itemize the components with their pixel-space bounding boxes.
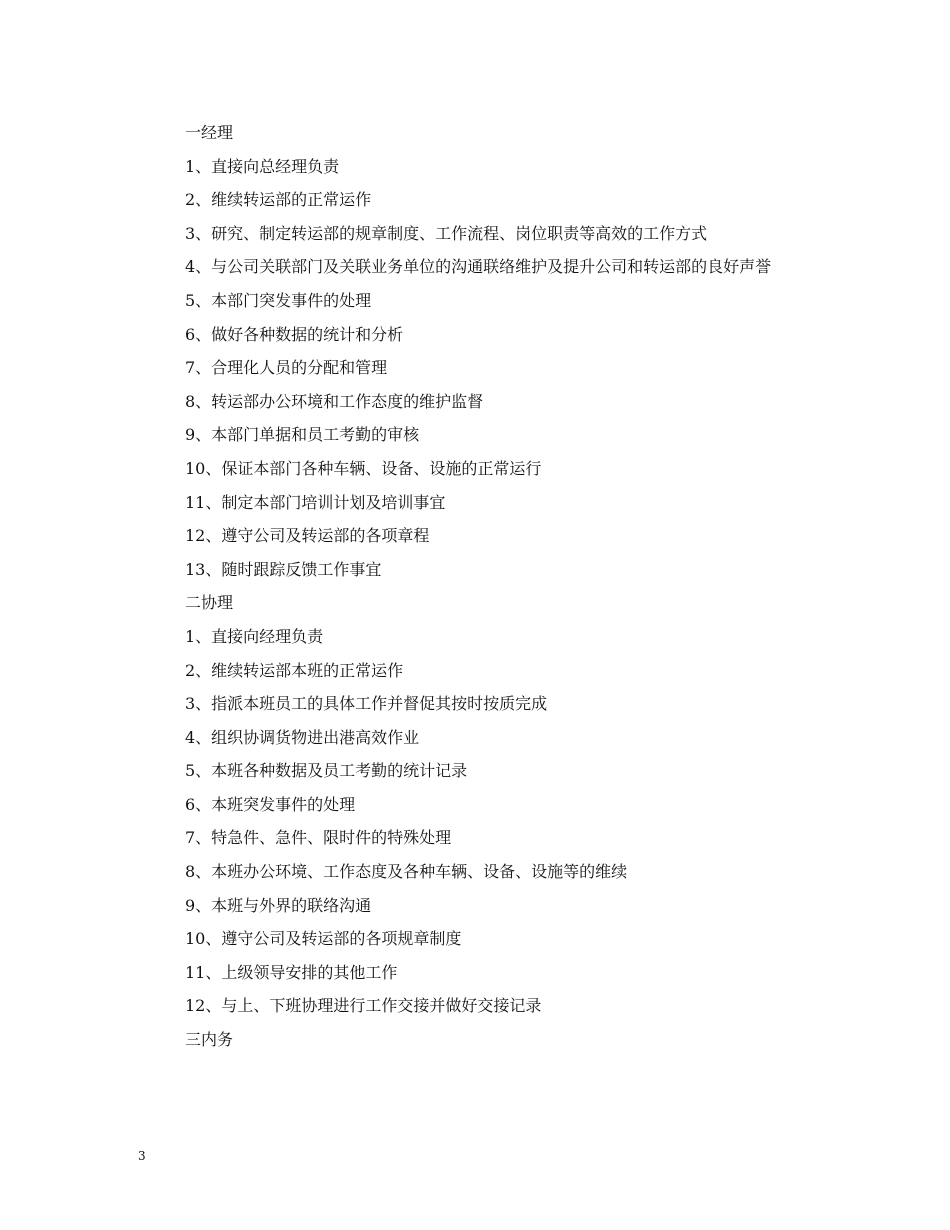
- list-item: 9、本部门单据和员工考勤的审核: [185, 425, 420, 445]
- list-item: 2、维续转运部的正常运作: [185, 190, 372, 210]
- list-item: 10、保证本部门各种车辆、设备、设施的正常运行: [185, 458, 542, 478]
- list-item: 11、上级领导安排的其他工作: [185, 962, 398, 982]
- list-item: 6、做好各种数据的统计和分析: [185, 324, 404, 344]
- list-item: 8、本班办公环境、工作态度及各种车辆、设备、设施等的维续: [185, 862, 628, 882]
- list-item: 4、组织协调货物进出港高效作业: [185, 727, 420, 747]
- section-heading-internal-affairs: 三内务: [185, 1030, 234, 1050]
- list-item: 11、制定本部门培训计划及培训事宜: [185, 492, 446, 512]
- list-item: 7、合理化人员的分配和管理: [185, 358, 388, 378]
- list-item: 12、遵守公司及转运部的各项章程: [185, 526, 430, 546]
- section-heading-manager: 一经理: [185, 123, 234, 142]
- list-item: 3、指派本班员工的具体工作并督促其按时按质完成: [185, 694, 548, 714]
- page-number: 3: [138, 1149, 146, 1163]
- document-body: [138, 116, 818, 1057]
- list-item: 1、直接向总经理负责: [185, 156, 340, 176]
- list-item: 3、研究、制定转运部的规章制度、工作流程、岗位职责等高效的工作方式: [185, 223, 708, 243]
- list-item: 5、本部门突发事件的处理: [185, 290, 372, 310]
- list-item: 5、本班各种数据及员工考勤的统计记录: [185, 761, 468, 781]
- list-item: 7、特急件、急件、限时件的特殊处理: [185, 828, 452, 848]
- list-item: 12、与上、下班协理进行工作交接并做好交接记录: [185, 996, 542, 1016]
- list-item: 1、直接向经理负责: [185, 626, 324, 646]
- list-item: 4、与公司关联部门及关联业务单位的沟通联络维护及提升公司和转运部的良好声誉: [185, 257, 772, 277]
- list-item: 13、随时跟踪反馈工作事宜: [185, 559, 382, 579]
- section-heading-assistant-manager: 二协理: [185, 593, 234, 613]
- list-item: 9、本班与外界的联络沟通: [185, 895, 372, 915]
- list-item: 10、遵守公司及转运部的各项规章制度: [185, 929, 462, 949]
- list-item: 2、维续转运部本班的正常运作: [185, 660, 404, 680]
- list-item: 8、转运部办公环境和工作态度的维护监督: [185, 391, 484, 411]
- list-item: 6、本班突发事件的处理: [185, 794, 356, 814]
